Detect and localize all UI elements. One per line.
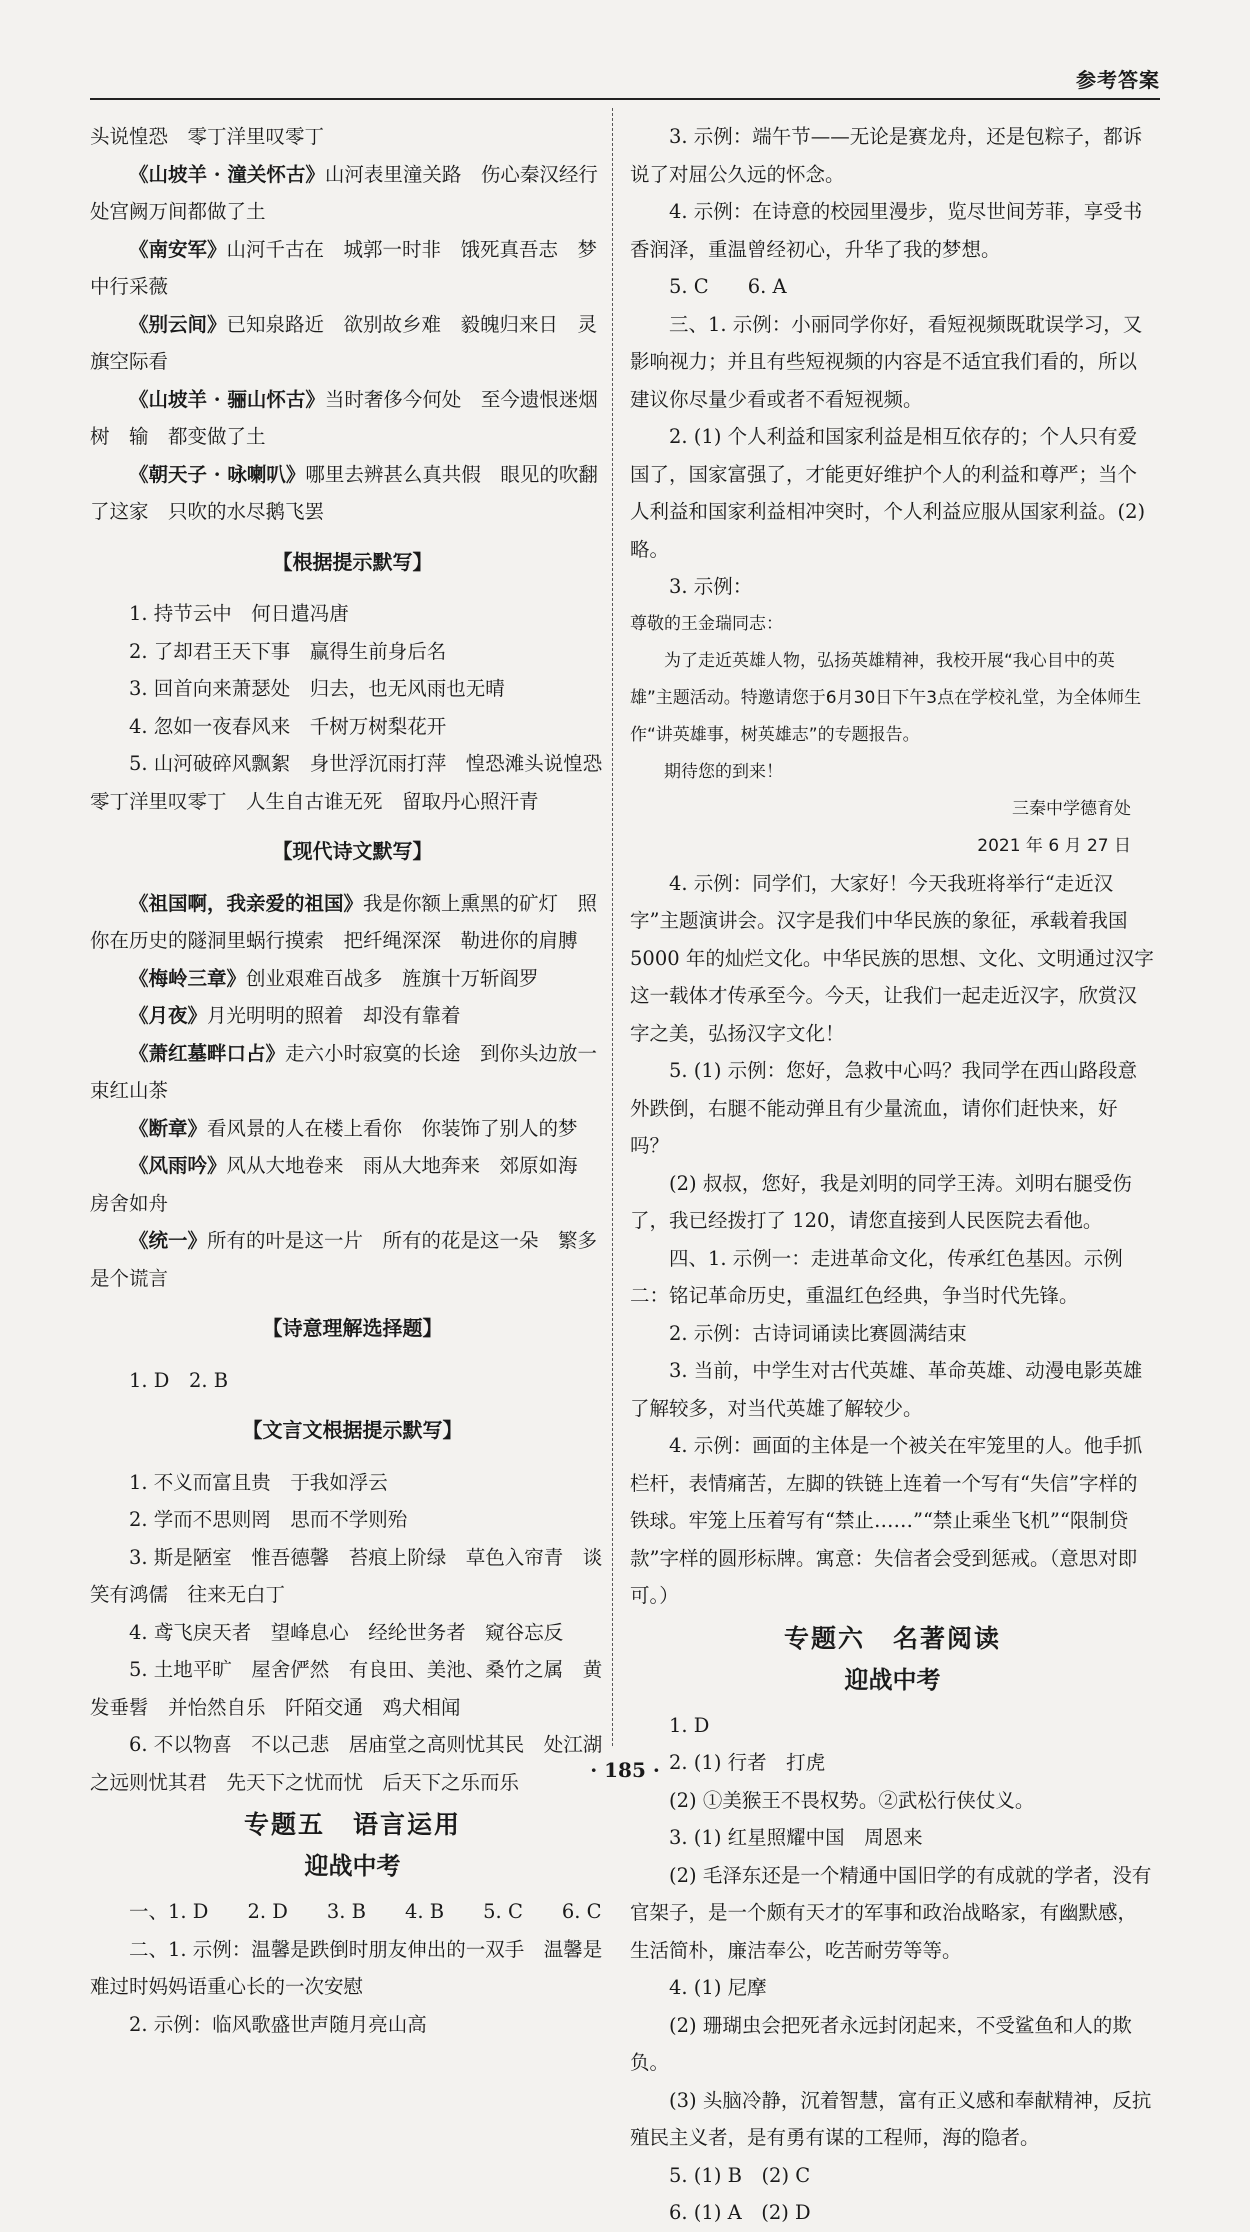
answer-line: 2. 示例：临风歌盛世声随月亮山高 [129,2012,427,2036]
answer-line [90,456,615,531]
poem-title: 《断章》 [129,1116,208,1140]
answer-line [90,156,615,231]
answer-line [90,960,615,998]
answer-line [90,997,615,1035]
answer-line: 二、1. 示例：温馨是跌倒时朋友伸出的一双手 温馨是难过时妈妈语重心长的一次安慰 [90,1937,603,1998]
sub-heading: 迎战中考 [304,1852,401,1880]
answer-text: 哪里去辨甚么真共假 眼见的吹翻了这家 只吹的水尽鹅飞罢 [90,462,598,523]
answer-line: 1. 持节云中 何日遣冯唐 [129,602,349,625]
right-column [630,118,1155,2232]
answer-line: (3) 头脑冷静，沉着智慧，富有正义感和奉献精神，反抗殖民主义者，是有勇有谋的工程师，海的隐者。 [630,2088,1152,2149]
topic-name: 语言运用 [353,1810,462,1839]
header-title: 参考答案 [1076,68,1160,92]
page-number: · 185 · [590,1758,660,1782]
answer-text: 已知泉路近 欲别故乡难 毅魄归来日 灵旗空际看 [90,312,598,373]
answer-line: 3. 回首向来萧瑟处 归去，也无风雨也无晴 [129,677,505,700]
answer-line: 头说惶恐 零丁洋里叹零丁 [90,125,325,148]
poem-title: 《南安军》 [129,237,227,261]
poem-title: 《月夜》 [129,1004,208,1027]
section-heading: 【根据提示默写】 [272,549,433,574]
answer-line [90,1035,615,1110]
answer-line: 4. 示例：同学们，大家好！今天我班将举行“走近汉字”主题演讲会。汉字是我们中华民族的象征，承载着我国 5000 年的灿烂文化。中华民族的思想、文化、文明通过汉字这一载体才传承至今。今天，让我们一起走近汉字，欣赏汉字之美，弘扬汉字文化！ [630,871,1154,1045]
answer-line: 5. 土地平旷 屋舍俨然 有良田、美池、桑竹之属 黄发垂髫 并怡然自乐 阡陌交通 鸡犬相闻 [90,1658,603,1719]
answer-line: 5. (1) 示例：您好，急救中心吗？我同学在西山路段意外跌倒，右腿不能动弹且有少量流血，请你们赶快来，好吗？ [630,1059,1138,1157]
invitation-letter [630,606,1155,865]
poem-title: 《朝天子 · 咏喇叭》 [129,462,306,486]
poem-title: 《统一》 [129,1229,208,1252]
answer-line: 3. 示例：端午节——无论是赛龙舟，还是包粽子，都诉说了对屈公久远的怀念。 [630,125,1143,186]
answer-line: 1. D [669,1713,710,1737]
answer-text: 看风景的人在楼上看你 你装饰了别人的梦 [207,1116,578,1140]
answer-line: 2. 了却君王天下事 赢得生前身后名 [129,639,447,663]
answer-text: 山河千古在 城郭一时非 饿死真吾志 梦中行采薇 [90,237,598,298]
answer-line [90,885,615,960]
topic-heading [90,1805,615,1845]
left-column [90,118,615,2043]
poem-title: 《萧红墓畔口占》 [129,1041,286,1065]
topic-heading [630,1619,1155,1659]
answer-text: 我是你额上熏黑的矿灯 照你在历史的隧洞里蜗行摸索 把纤绳深深 勒进你的肩膊 [90,891,598,952]
answer-text: 走六小时寂寞的长途 到你头边放一束红山茶 [90,1041,598,1102]
answer-line [90,381,615,456]
answer-line [90,231,615,306]
answer-line: 5. (1) B (2) C [669,2163,811,2187]
poem-title: 《梅岭三章》 [129,966,247,990]
poem-title: 《山坡羊 · 骊山怀古》 [129,387,325,411]
answer-line [90,1222,615,1297]
answer-line: (2) 珊瑚虫会把死者永远封闭起来，不受鲨鱼和人的欺负。 [630,2013,1132,2074]
answer-line: 1. D 2. B [129,1368,229,1392]
letter-body: 为了走近英雄人物，弘扬英雄精神，我校开展“我心目中的英雄”主题活动。特邀请您于6月30日下午3点在学校礼堂，为全体师生作“讲英雄事，树英雄志”的专题报告。 [630,650,1142,745]
answer-line: 3. 斯是陋室 惟吾德馨 苔痕上阶绿 草色入帘青 谈笑有鸿儒 往来无白丁 [90,1545,603,1606]
answer-line: 4. (1) 尼摩 [669,1976,767,1999]
answer-line: 2. 示例：古诗词诵读比赛圆满结束 [669,1321,967,1345]
letter-signature: 三秦中学德育处 [1012,798,1131,819]
topic-number: 专题六 [783,1623,865,1653]
answer-line: 4. 示例：在诗意的校园里漫步，览尽世间芳菲，享受书香润泽，重温曾经初心，升华了我的梦想。 [630,200,1143,261]
answer-line [90,306,615,381]
answer-line: 1. 不义而富且贵 于我如浮云 [129,1470,388,1494]
answer-line: 3. 当前，中学生对古代英雄、革命英雄、动漫电影英雄了解较多，对当代英雄了解较少。 [630,1359,1143,1420]
answer-line [90,1147,615,1222]
answer-line: 5. 山河破碎风飘絮 身世浮沉雨打萍 惶恐滩头说惶恐零丁洋里叹零丁 人生自古谁无死 留取丹心照汗青 [90,752,603,813]
answer-line: (2) ①美猴王不畏权势。②武松行侠仗义。 [669,1788,1035,1812]
answer-line: 4. 鸢飞戾天者 望峰息心 经纶世务者 窥谷忘反 [129,1620,564,1644]
answer-line [90,1110,615,1148]
section-heading: 【现代诗文默写】 [272,839,433,863]
poem-title: 《别云间》 [129,312,227,336]
sub-heading: 迎战中考 [844,1665,941,1694]
answer-line: 4. 示例：画面的主体是一个被关在牢笼里的人。他手抓栏杆，表情痛苦，左脚的铁链上连着一个写有“失信”字样的铁球。牢笼上压着写有“禁止……”“禁止乘坐飞机”“限制贷款”字样的圆形标牌。寓意：失信者会受到惩戒。（意思对即可。） [630,1434,1143,1607]
section-heading: 【诗意理解选择题】 [262,1316,443,1340]
answer-line: 四、1. 示例一：走进革命文化，传承红色基因。示例二：铭记革命历史，重温红色经典，争当时代先锋。 [630,1246,1123,1307]
answer-text: 创业艰难百战多 旌旗十万斩阎罗 [246,966,539,990]
topic-number: 专题五 [243,1810,325,1839]
poem-title: 《山坡羊 · 潼关怀古》 [129,162,325,186]
answer-line: 6. (1) A (2) D [669,2201,811,2224]
poem-title: 《祖国啊，我亲爱的祖国》 [129,891,364,915]
answer-text: 风从大地卷来 雨从大地奔来 郊原如海 房舍如舟 [90,1154,598,1215]
answer-line: 一、1. D 2. D 3. B 4. B 5. C 6. C [129,1900,602,1923]
answer-line: 2. 学而不思则罔 思而不学则殆 [129,1508,408,1531]
letter-date: 2021 年 6 月 27 日 [977,835,1131,856]
answer-line: 4. 忽如一夜春风来 千树万树梨花开 [129,714,447,738]
answer-text: 所有的叶是这一片 所有的花是这一朵 繁多是个谎言 [90,1229,598,1290]
answer-line: 2. (1) 个人利益和国家利益是相互依存的；个人只有爱国了，国家富强了，才能更好维护个人的利益和尊严；当个人利益和国家利益相冲突时，个人利益应服从国家利益。(2) 略。 [630,425,1146,561]
answer-line: 3. (1) 红星照耀中国 周恩来 [669,1826,923,1849]
poem-title: 《风雨吟》 [129,1154,227,1177]
answer-text: 月光明明的照着 却没有靠着 [207,1004,461,1027]
letter-salutation: 尊敬的王金瑞同志： [630,613,783,634]
answer-line: 三、1. 示例：小丽同学你好，看短视频既耽误学习，又影响视力；并且有些短视频的内容是不适宜我们看的，所以建议你尽量少看或者不看短视频。 [630,312,1143,411]
answer-line: 6. 不以物喜 不以己悲 居庙堂之高则忧其民 处江湖之远则忧其君 先天下之忧而忧 后天下之乐而乐 [90,1733,603,1794]
topic-name: 名著阅读 [893,1623,1002,1653]
page-header [90,62,1160,100]
answer-line: (2) 毛泽东还是一个精通中国旧学的有成就的学者，没有官架子，是一个颇有天才的军事和政治战略家，有幽默感，生活简朴，廉洁奉公，吃苦耐劳等等。 [630,1863,1152,1962]
answer-text: 当时奢侈今何处 至今遗恨迷烟树 输 都变做了土 [90,387,598,448]
answer-line: (2) 叔叔，您好，我是刘明的同学王涛。刘明右腿受伤了，我已经拨打了 120，请您直接到人民医院去看他。 [630,1171,1132,1232]
answer-line: 2. (1) 行者 打虎 [669,1751,826,1774]
answer-text: 山河表里潼关路 伤心秦汉经行处宫阙万间都做了土 [90,162,598,223]
answer-line: 3. 示例： [669,575,753,598]
section-heading: 【文言文根据提示默写】 [242,1418,463,1442]
letter-closing: 期待您的到来！ [664,761,783,782]
answer-line: 5. C 6. A [669,275,787,298]
